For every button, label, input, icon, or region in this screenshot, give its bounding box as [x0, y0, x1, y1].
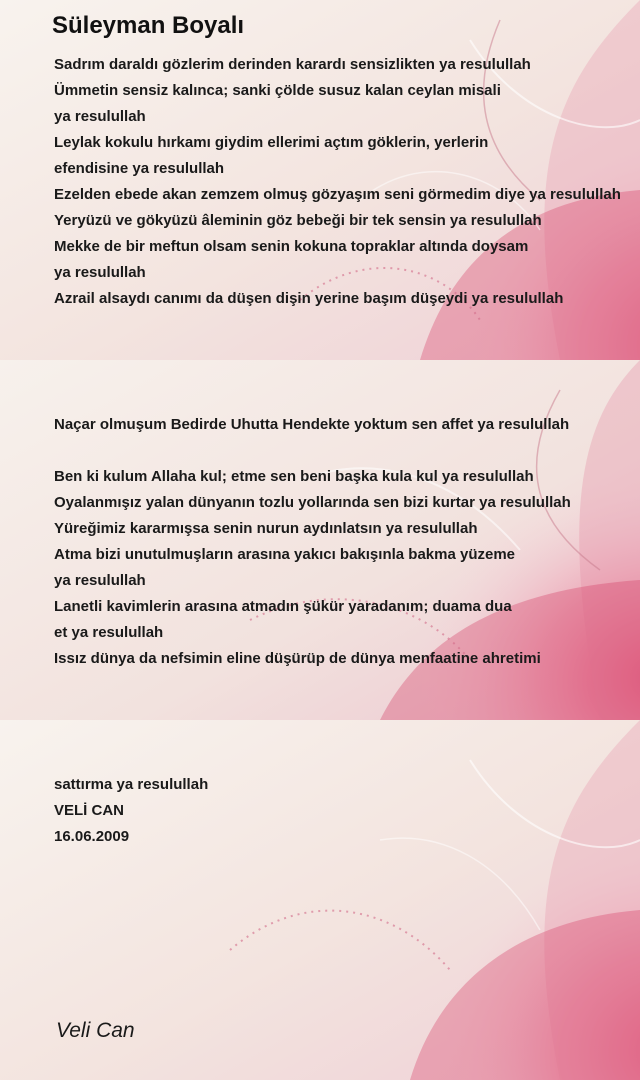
poem-line: Lanetli kavimlerin arasına atmadın şükür yaradanım; duama dua: [54, 598, 512, 615]
poem-line: Mekke de bir meftun olsam senin kokuna topraklar altında doysam: [54, 238, 529, 255]
poem-line: sattırma ya resulullah: [54, 776, 209, 793]
poem-date: 16.06.2009: [54, 828, 130, 845]
signature: Veli Can: [56, 1019, 135, 1042]
poem-title: Süleyman Boyalı: [52, 12, 245, 39]
poem-line: ya resulullah: [54, 108, 146, 125]
poem-line: Leylak kokulu hırkamı giydim ellerimi açtım göklerin, yerlerin: [54, 134, 489, 151]
poem-line: Azrail alsaydı canımı da düşen dişin yerine başım düşeydi ya resulullah: [54, 290, 564, 307]
poem-line: Ben ki kulum Allaha kul; etme sen beni başka kula kul ya resulullah: [54, 468, 534, 485]
poem-line: ya resulullah: [54, 572, 146, 589]
poem-line: Sadrım daraldı gözlerim derinden karardı sensizlikten ya resulullah: [54, 56, 531, 73]
poem-line: Naçar olmuşum Bedirde Uhutta Hendekte yoktum sen affet ya resulullah: [54, 416, 570, 433]
poem-line: efendisine ya resulullah: [54, 160, 225, 177]
poem-line: Issız dünya da nefsimin eline düşürüp de dünya menfaatine ahretimi: [54, 650, 541, 667]
poem-line: ya resulullah: [54, 264, 146, 281]
poem-line: et ya resulullah: [54, 624, 164, 641]
poem-line: Yeryüzü ve gökyüzü âleminin göz bebeği bir tek sensin ya resulullah: [54, 212, 542, 229]
poem-author: VELİ CAN: [54, 802, 125, 819]
poem-line: Oyalanmışız yalan dünyanın tozlu yollarında sen bizi kurtar ya resulullah: [54, 494, 571, 511]
poem-line: Ümmetin sensiz kalınca; sanki çölde susuz kalan ceylan misali: [54, 82, 501, 99]
poem-line: Yüreğimiz kararmışsa senin nurun aydınlatsın ya resulullah: [54, 520, 478, 537]
poem-line: Atma bizi unutulmuşların arasına yakıcı bakışınla bakma yüzeme: [54, 546, 516, 563]
poem-line: Ezelden ebede akan zemzem olmuş gözyaşım seni görmedim diye ya resulullah: [54, 186, 621, 203]
